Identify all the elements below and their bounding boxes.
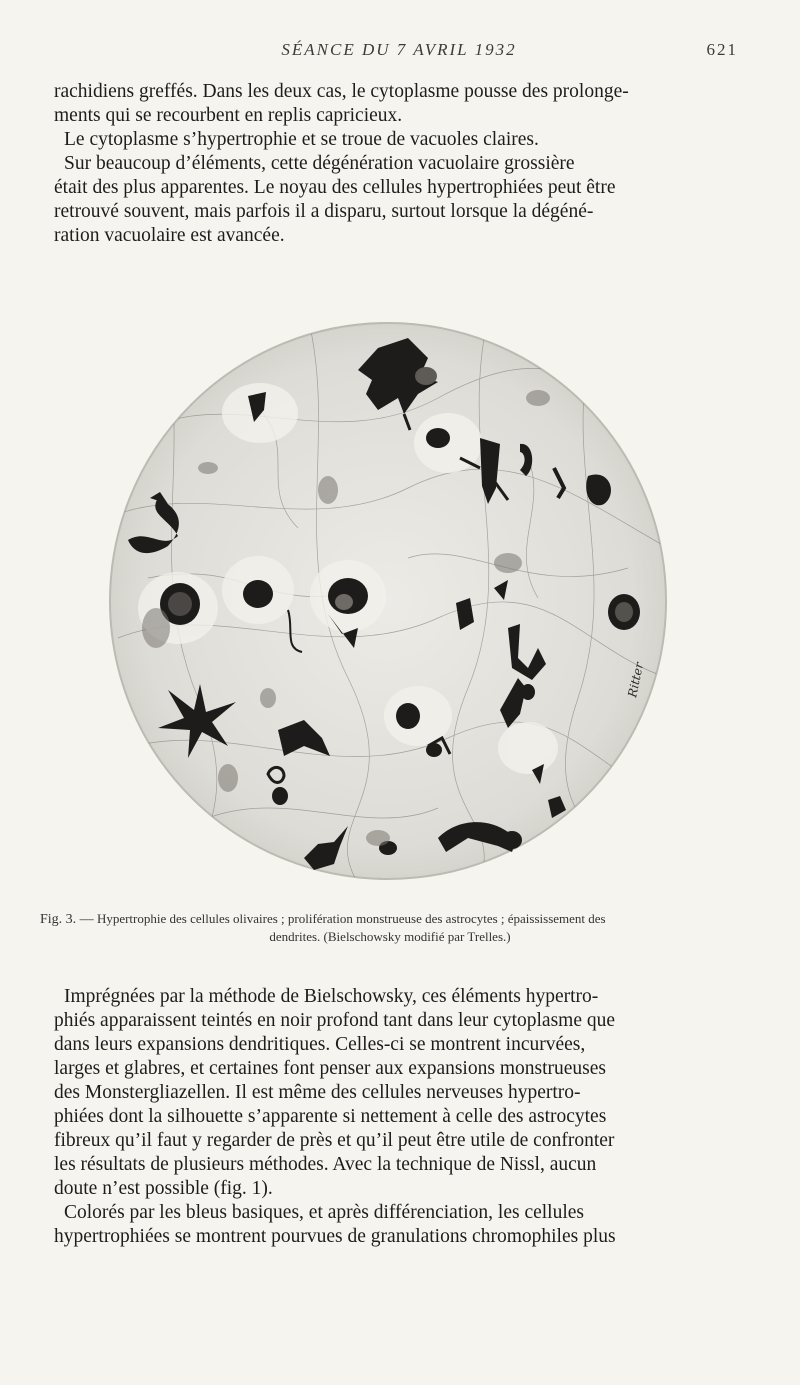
nucleus	[415, 367, 437, 385]
text-line: dans leurs expansions dendritiques. Celles-ci se montrent incurvées,	[54, 1034, 586, 1055]
text-line: ments qui se recourbent en replis capricieux.	[54, 105, 403, 126]
text-line: hypertrophiées se montrent pourvues de granulations chromophiles plus	[54, 1226, 616, 1247]
text-line: larges et glabres, et certaines font penser aux expansions monstrueuses	[54, 1058, 606, 1079]
text-line: était des plus apparentes. Le noyau des cellules hypertrophiées peut être	[54, 177, 616, 198]
paragraph-bottom	[54, 985, 740, 1249]
micrograph-figure	[108, 318, 668, 883]
text-line: fibreux qu’il faut y regarder de près et qu’il peut être utile de confronter	[54, 1130, 615, 1151]
text-line: les résultats de plusieurs méthodes. Avec la technique de Nissl, aucun	[54, 1154, 597, 1175]
text-line: Sur beaucoup d’éléments, cette dégénération vacuolaire grossière	[64, 153, 575, 174]
text-line: ration vacuolaire est avancée.	[54, 225, 285, 246]
text-line: phiés apparaissent teintés en noir profond tant dans leur cytoplasme que	[54, 1010, 616, 1031]
caption-line1: Hypertrophie des cellules olivaires ; prolifération monstrueuse des astrocytes ; épaississement des	[96, 911, 606, 926]
text-line: rachidiens greffés. Dans les deux cas, le cytoplasme pousse des prolonge-	[54, 81, 629, 102]
text-line: Colorés par les bleus basiques, et après différenciation, les cellules	[64, 1202, 585, 1223]
artist-signature: Ritter	[625, 661, 647, 699]
text-line: Le cytoplasme s’hypertrophie et se troue de vacuoles claires.	[64, 129, 539, 150]
text-line: doute n’est possible (fig. 1).	[54, 1178, 273, 1199]
text-line: phiées dont la silhouette s’apparente si nettement à celle des astrocytes	[54, 1106, 607, 1127]
caption-line2: dendrites. (Bielschowsky modifié par Trelles.)	[269, 929, 511, 944]
text-line: Imprégnées par la méthode de Bielschowsky, ces éléments hypertro-	[64, 986, 599, 1007]
figure-caption	[40, 910, 740, 945]
running-title: SÉANCE DU 7 AVRIL 1932	[281, 40, 517, 59]
text-line: retrouvé souvent, mais parfois il a disparu, surtout lorsque la dégéné-	[54, 201, 594, 222]
text-line: des Monstergliazellen. Il est même des cellules nerveuses hypertro-	[54, 1082, 581, 1103]
page-number: 621	[706, 40, 738, 59]
paragraph-top	[54, 80, 740, 248]
cell-round	[243, 580, 273, 608]
caption-label: Fig. 3. —	[40, 912, 94, 927]
running-head	[60, 40, 738, 64]
micrograph-drawing	[108, 318, 668, 883]
